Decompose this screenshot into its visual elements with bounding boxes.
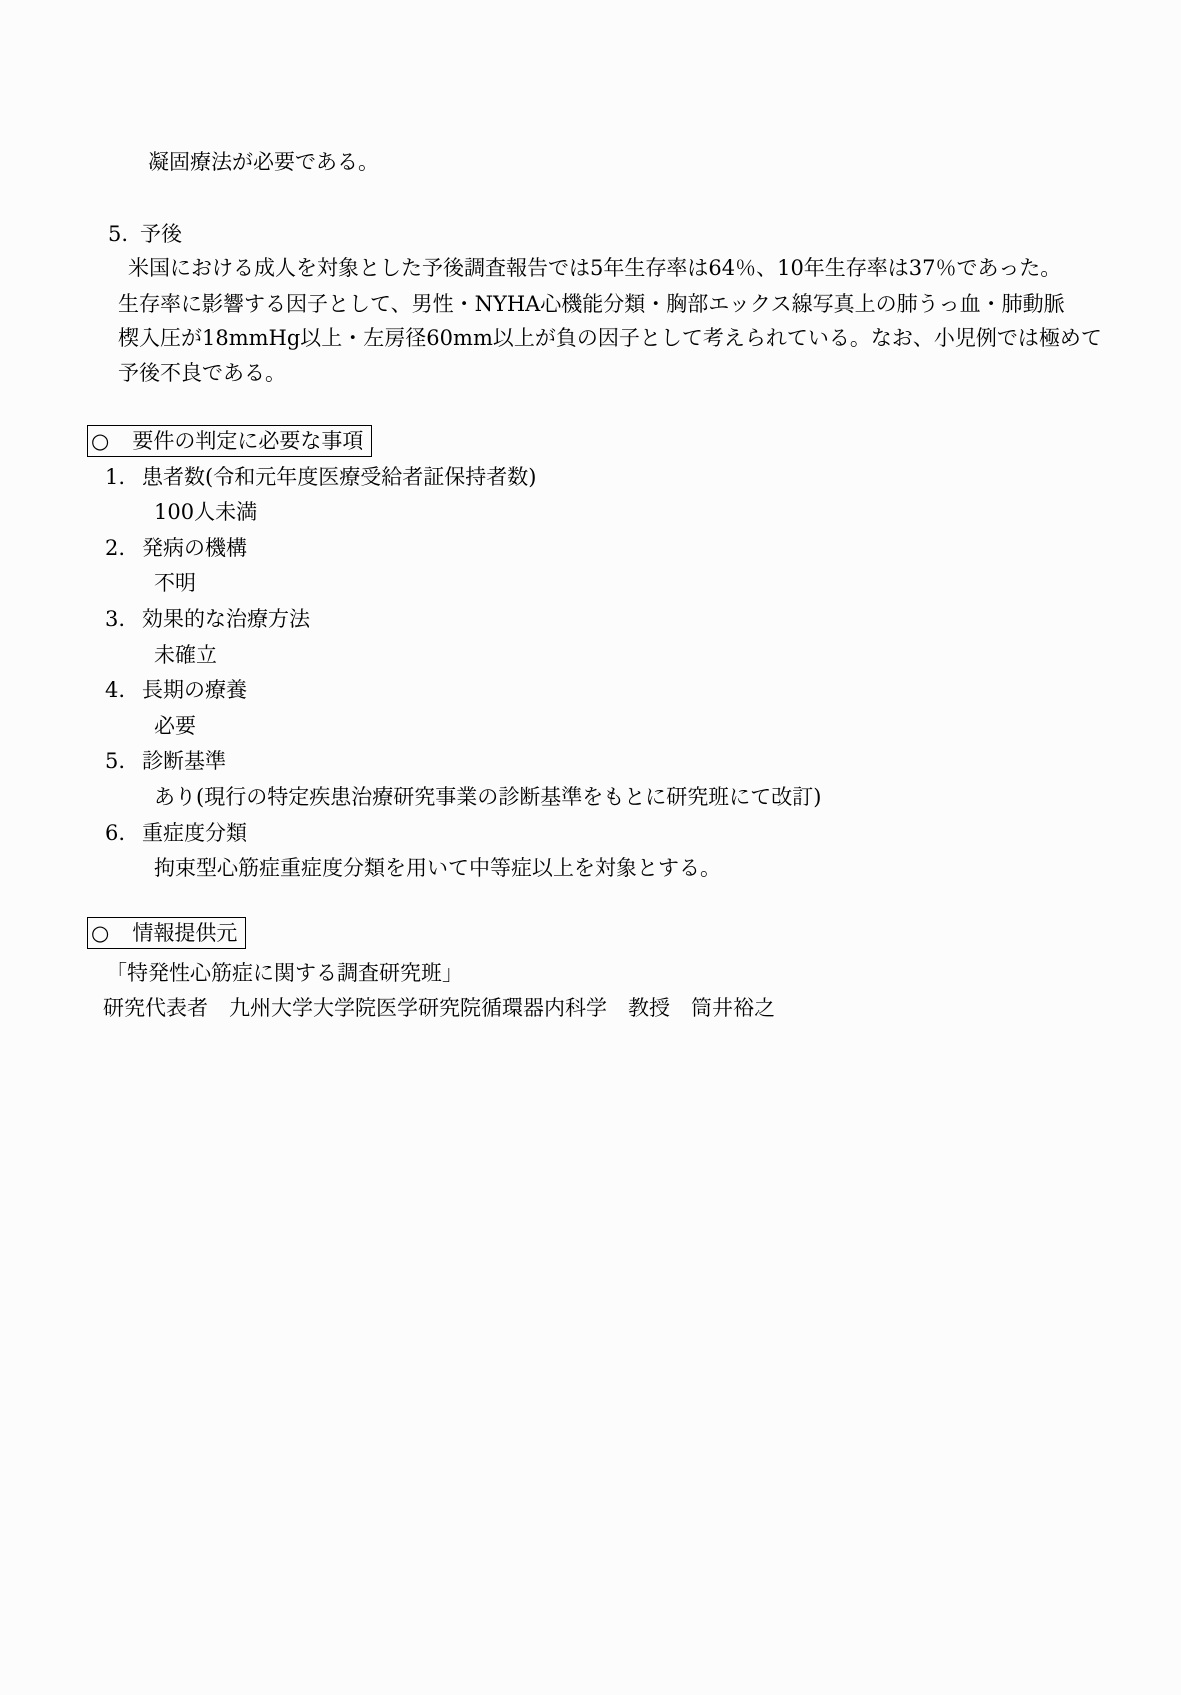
requirement-item-value: 未確立 [154, 643, 217, 667]
requirement-item-number: 5. [105, 749, 126, 773]
prognosis-paragraph-line: 楔入圧が18mmHg以上・左房径60mm以上が負の因子として考えられている。なお、小児例では極めて [118, 326, 1102, 350]
source-heading-box [87, 917, 246, 949]
requirements-heading: 要件の判定に必要な事項 [132, 429, 364, 453]
circle-marker-icon: ○ [91, 429, 110, 453]
prognosis-heading [108, 222, 182, 246]
requirement-item-number: 4. [105, 678, 126, 702]
requirement-item-number: 2. [105, 536, 126, 560]
requirement-item-label [105, 536, 247, 560]
circle-marker-icon: ○ [91, 921, 110, 945]
prognosis-paragraph-line: 予後不良である。 [118, 361, 286, 385]
requirement-item-number: 1. [105, 465, 126, 489]
requirement-item-value: 拘束型心筋症重症度分類を用いて中等症以上を対象とする。 [154, 856, 721, 880]
prognosis-heading-title: 予後 [140, 222, 182, 246]
requirement-item-label [105, 821, 247, 845]
requirement-item-value: 必要 [154, 714, 196, 738]
intro-sentence: 凝固療法が必要である。 [148, 150, 379, 174]
requirement-item-label [105, 749, 226, 773]
prognosis-heading-number: 5. [108, 222, 129, 246]
source-heading: 情報提供元 [132, 921, 238, 945]
requirements-heading-box [87, 425, 372, 457]
requirement-item-number: 6. [105, 821, 126, 845]
requirement-item-title: 患者数(令和元年度医療受給者証保持者数) [142, 465, 537, 489]
requirement-item-title: 重症度分類 [142, 821, 247, 845]
prognosis-paragraph-line: 生存率に影響する因子として、男性・NYHA心機能分類・胸部エックス線写真上の肺うっ血・肺動脈 [118, 292, 1065, 316]
source-study-group: 「特発性心筋症に関する調査研究班」 [106, 961, 463, 985]
source-representative: 研究代表者 九州大学大学院医学研究院循環器内科学 教授 筒井裕之 [103, 996, 775, 1020]
requirement-item-number: 3. [105, 607, 126, 631]
requirement-item-title: 長期の療養 [142, 678, 247, 702]
requirement-item-title: 診断基準 [142, 749, 226, 773]
requirement-item-label [105, 678, 247, 702]
requirement-item-value: 100人未満 [154, 500, 258, 524]
requirement-item-label [105, 465, 536, 489]
requirement-item-title: 効果的な治療方法 [142, 607, 310, 631]
requirement-item-label [105, 607, 310, 631]
prognosis-paragraph-line: 米国における成人を対象とした予後調査報告では5年生存率は64％、10年生存率は37％であった。 [128, 256, 1062, 280]
requirement-item-title: 発病の機構 [142, 536, 247, 560]
requirement-item-value: 不明 [154, 571, 196, 595]
requirement-item-value: あり(現行の特定疾患治療研究事業の診断基準をもとに研究班にて改訂) [154, 785, 822, 809]
